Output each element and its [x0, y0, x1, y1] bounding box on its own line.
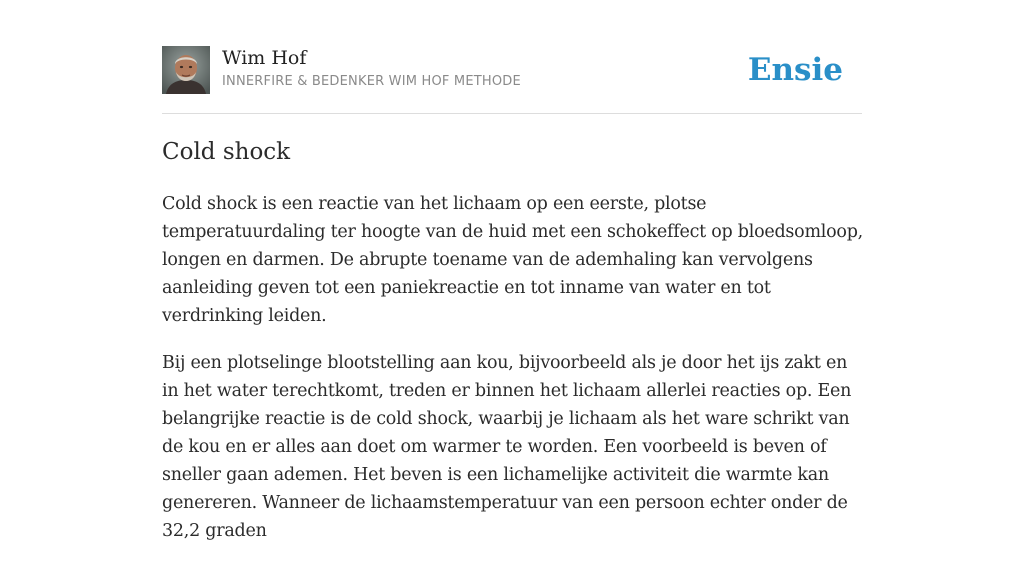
author-role: INNERFIRE & BEDENKER WIM HOF METHODE [222, 74, 521, 89]
author-header [162, 46, 862, 96]
author-name[interactable]: Wim Hof [222, 47, 307, 69]
author-portrait-icon [162, 46, 210, 94]
brand-logo[interactable]: Ensie [747, 52, 843, 88]
article-paragraph: Cold shock is een reactie van het lichaam op een eerste, plotse temperatuurdaling ter hoogte van de huid met een schokeffect op bloedsomloop, longen en darmen. De abrupte toename van de ademhaling kan vervolgens aanleiding geven tot een paniekreactie en tot inname van water en tot verdrinking leiden. [162, 194, 863, 326]
article-body [162, 190, 864, 564]
article-paragraph: Bij een plotselinge blootstelling aan kou, bijvoorbeeld als je door het ijs zakt en in het water terechtkomt, treden er binnen het lichaam allerlei reacties op. Een belangrijke reactie is de cold shock, waarbij je lichaam als het ware schrikt van de kou en er alles aan doet om warmer te worden. Een voorbeeld is beven of sneller gaan ademen. Het beven is een lichamelijke activiteit die warmte kan genereren. Wanneer de lichaamstemperatuur van een persoon echter onder de 32,2 graden [162, 353, 852, 541]
article-title: Cold shock [162, 139, 291, 165]
header-divider [162, 113, 862, 114]
author-avatar[interactable] [162, 46, 210, 94]
